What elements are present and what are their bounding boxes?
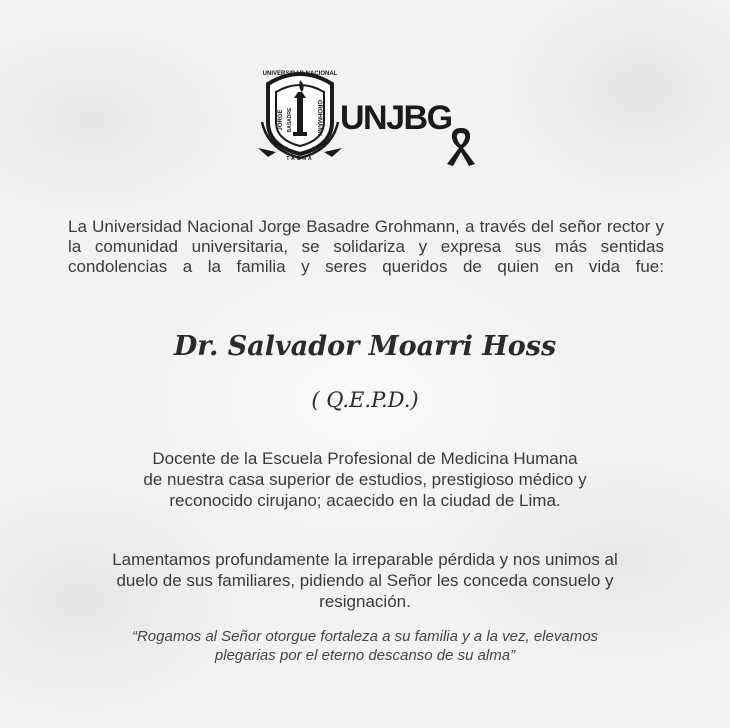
condolence-line-3: resignación. [319,592,411,611]
description-line-2: de nuestra casa superior de estudios, prestigioso médico y [143,470,587,489]
mourning-ribbon-icon [443,124,479,166]
qepd-text: ( Q.E.P.D.) [311,388,419,412]
condolence-paragraph [40,549,690,612]
seal-right-text: GROHMANN [316,100,322,136]
prayer-quote [40,627,690,665]
intro-line-2: rector y la comunidad universitaria, se solidariza y expresa sus más [68,217,664,256]
seal-middle-text: BASADRE [287,107,293,133]
intro-line-3: sentidas condolencias a la familia y seres queridos de quien en vida fue: [68,237,664,276]
condolence-line-1: Lamentamos profundamente la irreparable pérdida y nos unimos al [112,550,618,569]
intro-paragraph [68,217,664,277]
university-seal-icon [258,62,342,162]
university-logo [258,62,480,168]
seal-top-text: UNIVERSIDAD NACIONAL [262,71,338,77]
seal-left-text: JORGE [278,109,284,131]
description-line-1: Docente de la Escuela Profesional de Medicina Humana [152,449,578,468]
quote-line-2: plegarias por el eterno descanso de su alma” [214,647,516,664]
description-paragraph [40,448,690,511]
description-line-3: reconocido cirujano; acaecido en la ciudad de Lima. [169,491,561,510]
seal-bottom-text: TACNA [286,156,314,162]
intro-line-1: La Universidad Nacional Jorge Basadre Grohmann, a través del señor [68,217,602,236]
quote-line-1: “Rogamos al Señor otorgue fortaleza a su familia y a la vez, elevamos [131,628,599,645]
condolence-line-2: duelo de sus familiares, pidiendo al Señor les conceda consuelo y [116,571,614,590]
deceased-name: Dr. Salvador Moarri Hoss [173,331,557,362]
brand-wordmark: UNJBG [340,99,452,137]
